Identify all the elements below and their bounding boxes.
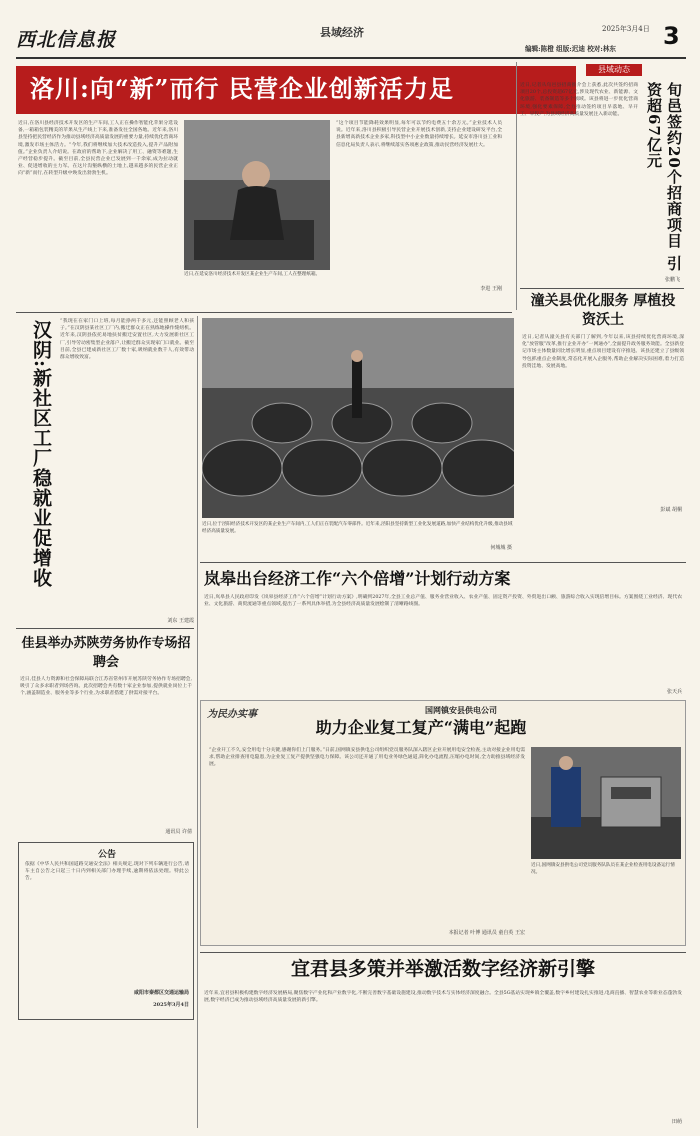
notice-title: 公告	[97, 850, 116, 860]
factory-photo-byline: 何城城 摄	[490, 545, 512, 551]
feature-badge: 为民办实事	[207, 709, 257, 720]
right-divider-1	[520, 288, 684, 289]
tongguan-headline: 潼关县优化服务 厚植投资沃土	[530, 293, 676, 328]
hanyin-byline: 刘东 王建霞	[167, 618, 194, 624]
county-news-byline: 张鹏飞	[664, 277, 680, 283]
yijun-body: 近年来,宜君县积极构建数字经济发展格局,聚焦数字产业化和产业数字化,不断完善数字基础设施建设,推动数字技术与实体经济深度融合。全县5G基站实现乡镇全覆盖,数字乡村建设扎实推进,电商直播、智慧农业等新业态蓬勃发展,数字经济已成为推动县域经济高质量发展的新引擎。	[204, 991, 682, 1004]
langao-headline: 岚皋出台经济工作“六个倍增”计划行动方案	[204, 569, 511, 588]
tongguan-byline: 彭斌 胡桐	[660, 507, 682, 513]
lead-body-left: 近日,在洛川县经济技术开发区的生产车间,工人正在操作智能化苹果分选设备,一箱箱包装精美的苹果从生产线上下来,准备发往全国各地。近年来,洛川县坚持把民营经济作为推动县域经济高质量发展的重要力量,持续优化营商环境,激发市场主体活力。“今年,我们将继续加大技术改造投入,提升产品附加值。”企业负责人介绍说。在政府的帮助下,企业解决了用工、融资等难题,生产经营稳步提升。截至目前,全县民营企业已发展到一千余家,成为拉动就业、促进增收的主力军。在这片沟壑纵横的土地上,越来越多的民营企业正向“新”而行,在转型升级中焕发出勃勃生机。	[18, 121, 178, 177]
lead-headline: 洛川:向“新”而行 民营企业创新活力足	[30, 74, 454, 103]
editor-credits: 编辑:陈橙 组版:迟迪 校对:林东	[525, 45, 617, 53]
logo: 西北信息报	[16, 29, 117, 51]
lead-byline: 李进 王刚	[480, 286, 502, 292]
mid-divider	[200, 562, 686, 563]
column-rule-left	[197, 316, 198, 1128]
page-number: 3	[663, 22, 680, 50]
bottom-divider	[200, 952, 686, 953]
masthead	[0, 0, 700, 60]
feature-photo	[531, 747, 681, 859]
langao-byline: 张天兵	[666, 689, 682, 695]
lead-photo-caption: 近日,在延安洛川经济技术开发区某企业生产车间,工人在整理纸箱。	[184, 272, 321, 277]
hanyin-body: “我现在在家门口上班,每月能挣两千多元,还能照顾老人和孩子。”在汉阴县某社区工厂内,搬迁群众正在熟练地操作缝纫机。近年来,汉阴县依托易地扶贫搬迁安置社区,大力发展新社区工厂,引导劳动密集型企业落户,让搬迁群众实现家门口就业。截至目前,全县已建成新社区工厂数十家,吸纳就业数千人,有效带动群众增收致富。	[60, 319, 194, 361]
section-title: 县域经济	[320, 26, 364, 39]
feature-body: “企业开工不久,安全用电十分关键,感谢你们上门服务。”日前,国网镇安县供电公司组织党员服务队深入辖区企业开展用电安全检查,主动对接企业用电需求,帮助企业排查用电隐患,为企业复工复产提供坚强电力保障。该公司还开通了用电业务绿色通道,简化办电流程,压缩办电时间,全力助推县域经济发展。	[209, 748, 525, 768]
feature-box	[200, 700, 686, 946]
langao-body: 近日,岚皋县人民政府印发《岚皋县经济工作“六个倍增”计划行动方案》,明确到2027年,全县工业总产值、服务业营业收入、农业产值、固定资产投资、外贸进出口额、旅游综合收入实现倍增目标。方案围绕工业经济、现代农业、文化旅游、商贸流通等重点领域,提出了一系列具体举措,为全县经济高质量发展绘制了清晰路线图。	[204, 595, 682, 608]
notice-body: 依据《中华人民共和国道路交通安全法》相关规定,现对下列车辆进行公告,请车主自公告之日起三十日内到相关部门办理手续,逾期将依法处理。特此公告。	[25, 862, 189, 882]
factory-photo-caption: 近日,位于泾阳经济技术开发区的某企业生产车间内,工人们正在装配汽车零部件。近年来,泾阳县坚持新型工业化发展道路,加快产业结构优化升级,推动县域经济高质量发展。	[202, 522, 513, 534]
hanyin-headline: 汉阴:新社区工厂稳就业促增收	[30, 320, 52, 589]
jiaxian-byline: 通讯员 许倩	[165, 829, 192, 835]
jiaxian-headline: 佳县举办苏陕劳务协作专场招聘会	[21, 636, 191, 670]
county-news-body: 近日,记者从旬邑县招商推介会上获悉,此次共签约招商项目20个,总投资超67亿元,涉及现代农业、新能源、文化旅游、装备制造等多个领域。该县将进一步优化营商环境,强化要素保障,全力推动签约项目早落地、早开工、早投产,为县域经济高质量发展注入新动能。	[520, 83, 638, 117]
feature-headline: 助力企业复工复产“满电”起跑	[315, 718, 527, 737]
notice-box	[18, 842, 194, 1020]
lead-bottom-rule	[16, 312, 512, 313]
county-news-tag: 县域动态	[586, 64, 642, 76]
factory-photo	[202, 318, 514, 518]
tongguan-body: 近日,记者从潼关县有关部门了解到,今年以来,该县持续优化营商环境,深化“放管服”改革,推行企业开办“一网通办”,全面提升政务服务效能。全县新登记市场主体数量同比增长明显,重点项目建设有序推进。该县还建立了县级领导包抓重点企业制度,常态化开展入企服务,帮助企业解决实际困难,着力打造投资洼地、发展高地。	[522, 335, 684, 369]
lead-body-mid: “这个项目节能降耗效果明显,每年可以节约电费五十余万元。”企业技术人员说。近年来,洛川县积极引导民营企业开展技术创新,支持企业建设研发平台,全县新增高新技术企业多家,科技型中小企业数量持续增长。延安市洛川县工业和信息化局负责人表示,将继续落实各项惠企政策,推动民营经济发展壮大。	[336, 121, 502, 148]
masthead-rule	[16, 57, 686, 59]
feature-byline: 本报记者 叶博 通讯员 童自英 王宏	[448, 930, 525, 936]
worker-illustration	[184, 120, 330, 270]
county-news-headline: 旬邑签约20个招商项目 引资超67亿元	[645, 82, 683, 272]
feature-photo-caption: 近日,国网镇安县供电公司党员服务队队员在某企业检查用电设备运行情况。	[531, 863, 675, 875]
lead-photo	[184, 120, 330, 270]
power-inspection-illustration	[531, 747, 681, 859]
yijun-headline: 宜君县多策并举激活数字经济新引擎	[290, 958, 595, 980]
jiaxian-body: 近日,佳县人力资源和社会保障局联合江苏省常州市开展苏陕劳务协作专场招聘会,吸引了众多求职者到场咨询。此次招聘会共有数十家企业参加,提供就业岗位上千个,涵盖制造业、服务业等多个行业,为求职者搭建了供需对接平台。	[20, 677, 192, 697]
column-rule-right	[516, 62, 517, 310]
left-divider-1	[16, 628, 194, 629]
lead-headline-bar	[16, 66, 576, 114]
feature-kicker: 国网镇安县供电公司	[425, 705, 497, 715]
issue-date: 2025年3月4日	[602, 25, 650, 33]
notice-signature: 咸阳市秦都区交通运输局	[133, 990, 189, 996]
notice-date: 2025年3月4日	[153, 1002, 189, 1008]
factory-illustration	[202, 318, 514, 518]
yijun-byline: 田萌	[671, 1119, 682, 1125]
